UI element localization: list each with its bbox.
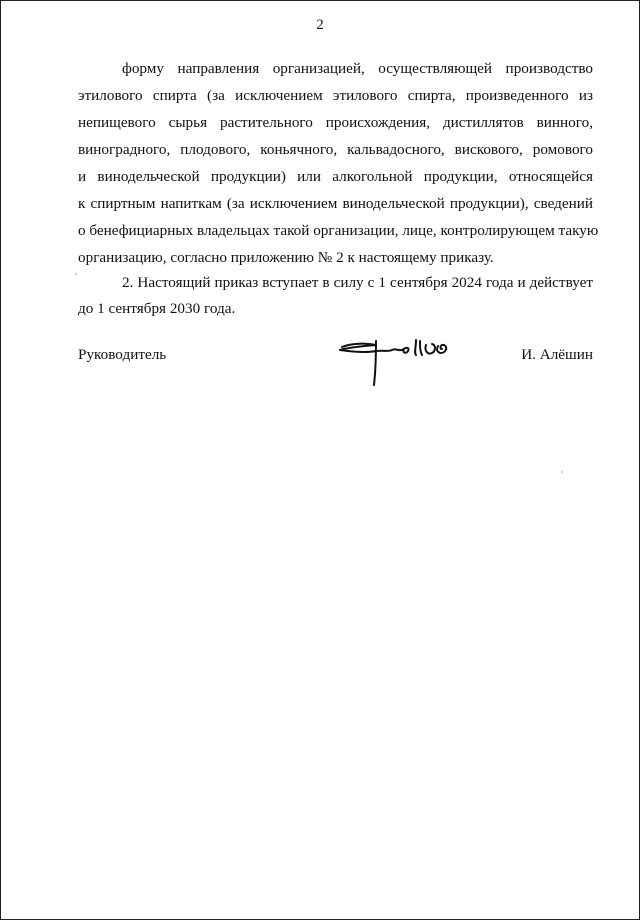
paragraph-1-line-4: виноградного, плодового, коньячного, кальвадосного, вискового, ромового xyxy=(78,141,593,158)
paragraph-1-line-3: непищевого сырья растительного происхождения, дистиллятов винного, xyxy=(78,114,593,131)
handwritten-signature xyxy=(336,337,476,393)
paragraph-2-line-1: 2. Настоящий приказ вступает в силу с 1 сентября 2024 года и действует xyxy=(122,274,593,291)
signatory-role: Руководитель xyxy=(78,346,167,363)
paragraph-1-line-1: форму направления организацией, осуществляющей производство xyxy=(122,60,593,77)
paragraph-2-line-2: до 1 сентября 2030 года. xyxy=(78,300,236,317)
page-number: 2 xyxy=(316,17,324,33)
paragraph-1-line-8: организацию, согласно приложению № 2 к настоящему приказу. xyxy=(78,249,494,266)
signatory-name: И. Алёшин xyxy=(521,346,593,363)
scan-speck xyxy=(75,273,77,275)
scan-speck xyxy=(561,471,563,473)
paragraph-1-line-7: о бенефициарных владельцах такой организации, лице, контролирующем такую xyxy=(78,222,599,239)
paragraph-1-line-6: к спиртным напиткам (за исключением винодельческой продукции), сведений xyxy=(78,195,593,212)
paragraph-1-line-5: и винодельческой продукции) или алкогольной продукции, относящейся xyxy=(78,168,593,185)
paragraph-1-line-2: этилового спирта (за исключением этилового спирта, произведенного из xyxy=(78,87,593,104)
signature-block xyxy=(78,343,593,393)
